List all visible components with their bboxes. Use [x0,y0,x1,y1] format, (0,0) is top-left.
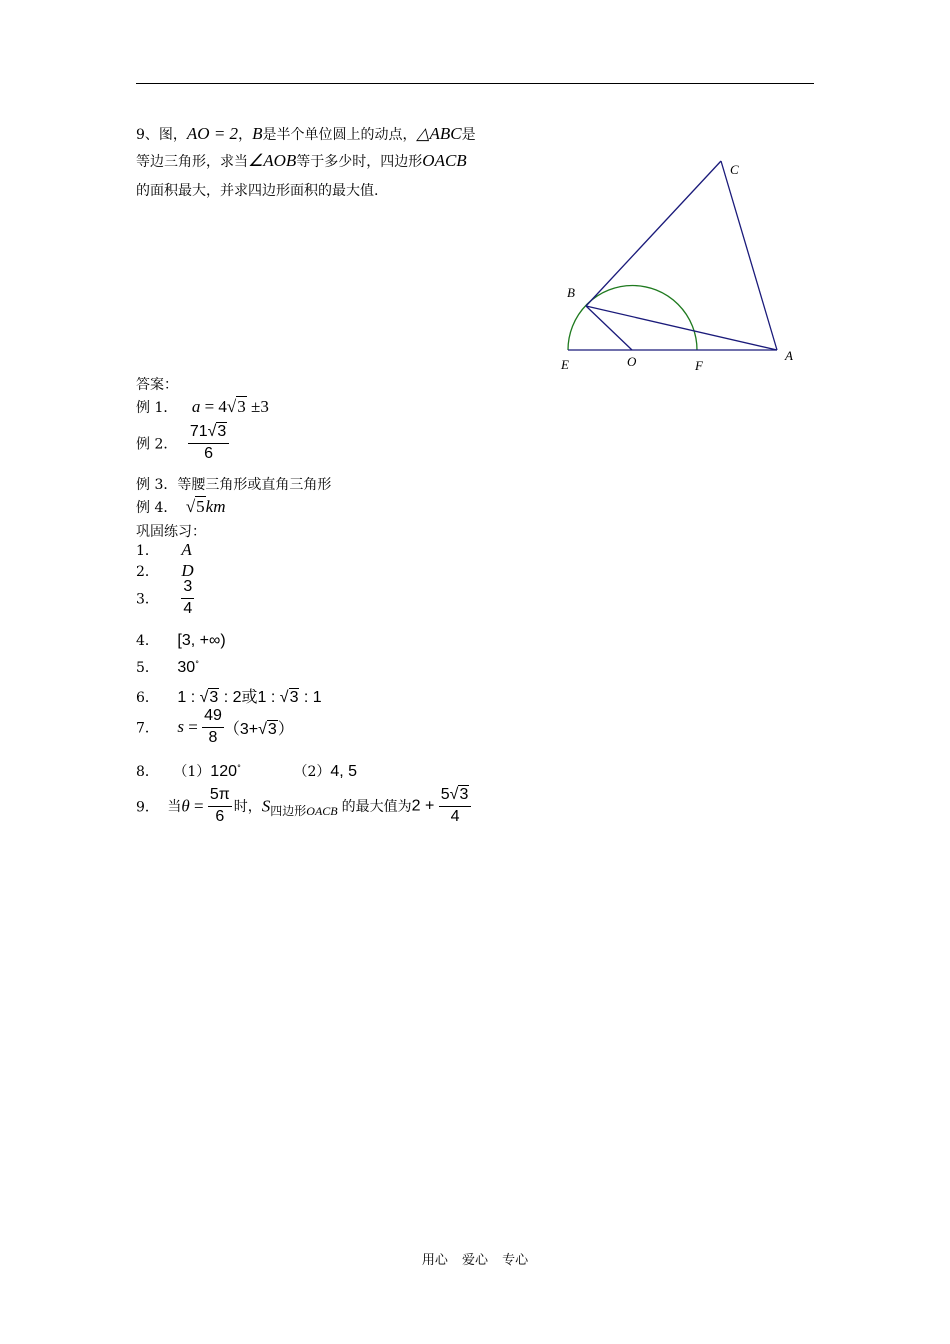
practice-5-degree: ° [195,659,200,669]
answer-ex2 [136,424,229,463]
practice-6-part: : 2或1 : [219,689,280,706]
ex3-text: 等腰三角形或直角三角形 [177,477,332,493]
practice-7-part: ） [277,720,294,738]
practice-2-number: 2． [136,564,159,580]
practice-7-radicand: 3 [267,720,277,738]
label-b: B [567,285,575,300]
practice-7-fraction [202,708,224,747]
practice-7-denominator: 8 [208,728,218,746]
problem-text: 的面积最大，并求四边形面积的最大值. [136,183,379,199]
problem-text: 是 [461,127,476,143]
practice-6: 6． 1 : √3 : 2或1 : √3 : 1 [136,689,322,706]
practice-8-label-1: （1） [173,764,211,780]
practice-9-shi: 时， [233,799,262,816]
practice-9-when: 当 [167,799,182,816]
practice-7-part: （3+ [223,720,259,738]
practice-9-text: 的最大值为 [341,799,412,816]
math-triangle-abc: △ABC [416,124,462,143]
practice-3-numerator: 3 [181,579,194,599]
label-e: E [561,357,569,372]
ex2-num-radicand: 3 [217,423,227,440]
practice-9-subscript: 四边形 [270,803,307,818]
label-a: A [785,348,793,363]
math-angle-aob: ∠AOB [248,151,297,170]
practice-9 [136,787,471,826]
practice-8-label-2: （2） [293,764,331,780]
practice-8-value-1: 120 [210,763,237,780]
practice-8-value-2: 4, 5 [330,763,358,780]
practice-9-theta-fraction [208,787,232,826]
practice-9-eq: = [189,796,208,816]
practice-7-numerator: 49 [202,708,224,728]
label-f: F [695,358,703,373]
practice-5-answer: 30 [177,659,196,676]
practice-9-max-coef: 5 [440,786,450,803]
math-quad-oacb: OACB [422,151,467,170]
practice-5 [136,657,199,677]
header-rule [136,83,814,84]
segment-ba [586,306,777,350]
practice-3-denominator: 4 [183,599,193,617]
problem-line-2 [136,151,467,171]
label-c: C [730,162,739,177]
label-o: O [627,354,637,369]
practice-4-number: 4． [136,633,159,649]
practice-6-number: 6． [136,690,159,706]
separator: ， [238,127,253,143]
practice-1-answer: A [181,540,192,559]
practice-6-radicand: 3 [289,689,299,706]
problem-number: 9、图， [136,127,187,143]
ex4-label: 例 4． [136,500,178,516]
practice-heading: 巩固练习： [136,524,206,540]
ex2-label: 例 2． [136,436,178,453]
ex1-tail: ±3 [246,397,269,416]
problem-text: 等于多少时，四边形 [296,154,423,170]
ex2-denominator: 6 [204,444,213,462]
problem-text: 是半个单位圆上的动点， [262,127,417,143]
practice-7-var-s: s [177,717,184,737]
problem-text: 等边三角形，求当 [136,154,248,170]
practice-4-answer: [3, +∞) [177,632,226,649]
practice-1 [136,540,192,560]
segment-bo [586,306,632,350]
geometry-figure [550,150,810,380]
answers-heading: 答案： [136,377,178,393]
practice-9-two: 2 + [411,797,439,815]
practice-6-part: 1 : [177,689,200,706]
ex1-var-a: a [191,397,201,416]
practice-3-number: 3． [136,591,159,608]
practice-1-number: 1． [136,543,159,559]
ex1-label: 例 1． [136,400,178,416]
practice-6-radicand: 3 [209,689,219,706]
practice-9-area-s: S [261,796,271,816]
practice-9-numerator: 5π [208,787,232,807]
practice-4 [136,630,226,650]
segment-ca [721,161,777,350]
practice-9-number: 9． [136,799,159,816]
practice-6-part: : 1 [299,689,322,706]
practice-3 [136,579,194,618]
practice-7: 7． s = $\frac{49}{8}$ （3+√3） [136,707,294,746]
answer-ex4: 例 4． √5km [136,497,226,516]
practice-2-answer: D [181,561,194,580]
practice-9-max-fraction: $\frac{5√3}{4}$ [439,787,472,826]
unit-semicircle-arc [568,286,697,351]
ex3-label: 例 3． [136,477,178,493]
practice-9-denominator: 6 [215,807,225,825]
page-footer: 用心 爱心 专心 [421,1253,529,1268]
ex2-num-coef: 71 [189,423,208,440]
ex4-radicand: 5 [196,497,205,516]
ex4-unit: km [205,497,226,516]
practice-9-theta: θ [181,796,190,816]
ex1-eq: = 4 [200,397,227,416]
problem-line-3 [136,180,378,200]
practice-9-max-radicand: 3 [459,786,469,803]
practice-8-degree: ° [237,763,241,773]
practice-3-fraction [181,579,194,618]
ex2-fraction: $\frac{71√3}{6}$ [188,424,229,463]
answer-ex3 [136,474,331,494]
practice-5-number: 5． [136,660,159,676]
practice-9-max-denominator: 4 [450,807,460,825]
practice-8 [136,761,357,781]
answer-ex1: 例 1． a = 4√3 ±3 [136,397,269,416]
math-point-b: B [252,124,263,143]
math-ao-equals: AO = 2 [186,124,239,143]
practice-8-number: 8． [136,764,159,780]
practice-7-number: 7． [136,720,159,737]
problem-line-1 [136,124,476,144]
ex1-radicand: 3 [237,397,246,416]
practice-7-eq: = [184,717,203,737]
segment-bc [586,161,721,306]
practice-9-subscript-oacb: OACB [306,803,338,818]
